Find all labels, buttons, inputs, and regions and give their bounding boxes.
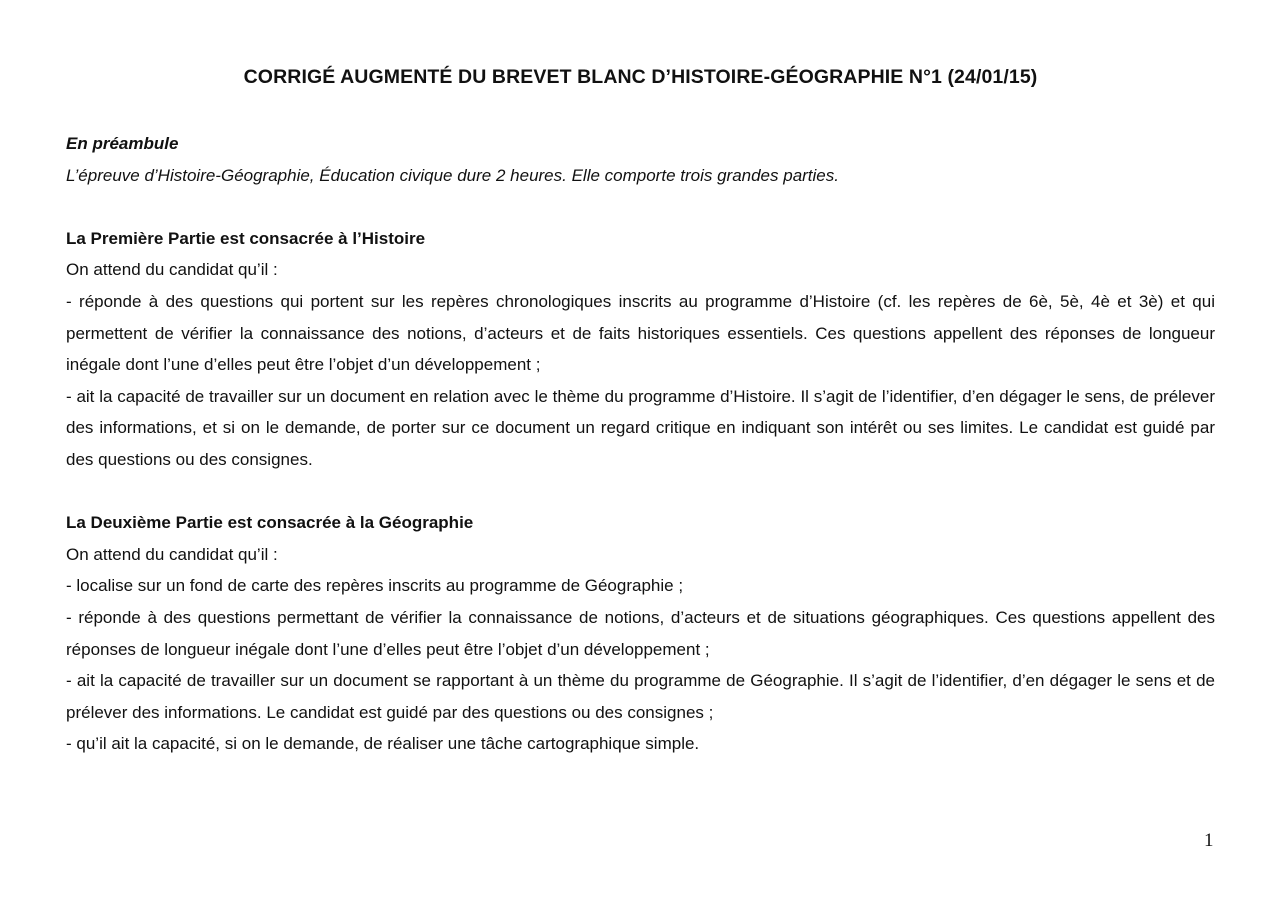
- part2-item-3: - ait la capacité de travailler sur un document se rapportant à un thème du programme de Géographie. Il s’agit de l’identifier, d’en dégager le sens et de prélever des informations. Le candidat est guidé par des questions ou des consignes ;: [66, 671, 1215, 722]
- document-page: [66, 0, 1215, 905]
- part2-item-1: - localise sur un fond de carte des repères inscrits au programme de Géographie ;: [66, 576, 684, 596]
- part1-item-2: - ait la capacité de travailler sur un document en relation avec le thème du programme d’Histoire. Il s’agit de l’identifier, d’en dégager le sens, de prélever des informations, et si on le demande, de porter sur ce document un regard critique en indiquant son intérêt ou ses limites. Le candidat est guidé par des questions ou des consignes.: [66, 386, 1215, 469]
- page-number: 1: [1204, 830, 1214, 851]
- part1-heading: La Première Partie est consacrée à l’Histoire: [66, 228, 426, 248]
- preamble-heading: En préambule: [66, 134, 179, 153]
- part2-heading: La Deuxième Partie est consacrée à la Géographie: [66, 513, 474, 533]
- section-spacer: [66, 191, 1215, 223]
- part2-intro: On attend du candidat qu’il :: [66, 544, 278, 564]
- preamble-text: L’épreuve d’Histoire-Géographie, Éducation civique dure 2 heures. Elle comporte trois grandes parties.: [66, 165, 839, 185]
- document-body: [66, 128, 1215, 760]
- part1-intro: On attend du candidat qu’il :: [66, 260, 278, 280]
- section-spacer: [66, 476, 1215, 508]
- part1-item-1: - réponde à des questions qui portent sur les repères chronologiques inscrits au programme d’Histoire (cf. les repères de 6è, 5è, 4è et 3è) et qui permettent de vérifier la connaissance des notions, d’acteurs et de faits historiques essentiels. Ces questions appellent des réponses de longueur inégale dont l’une d’elles peut être l’objet d’un développement ;: [66, 291, 1215, 375]
- part2-item-4: - qu’il ait la capacité, si on le demande, de réaliser une tâche cartographique simple.: [66, 734, 700, 754]
- part2-item-2: - réponde à des questions permettant de vérifier la connaissance de notions, d’acteurs et de situations géographiques. Ces questions appellent des réponses de longueur inégale dont l’une d’elles peut être l’objet d’un développement ;: [66, 607, 1215, 659]
- document-title: CORRIGÉ AUGMENTÉ DU BREVET BLANC D’HISTOIRE-GÉOGRAPHIE N°1 (24/01/15): [243, 66, 1038, 88]
